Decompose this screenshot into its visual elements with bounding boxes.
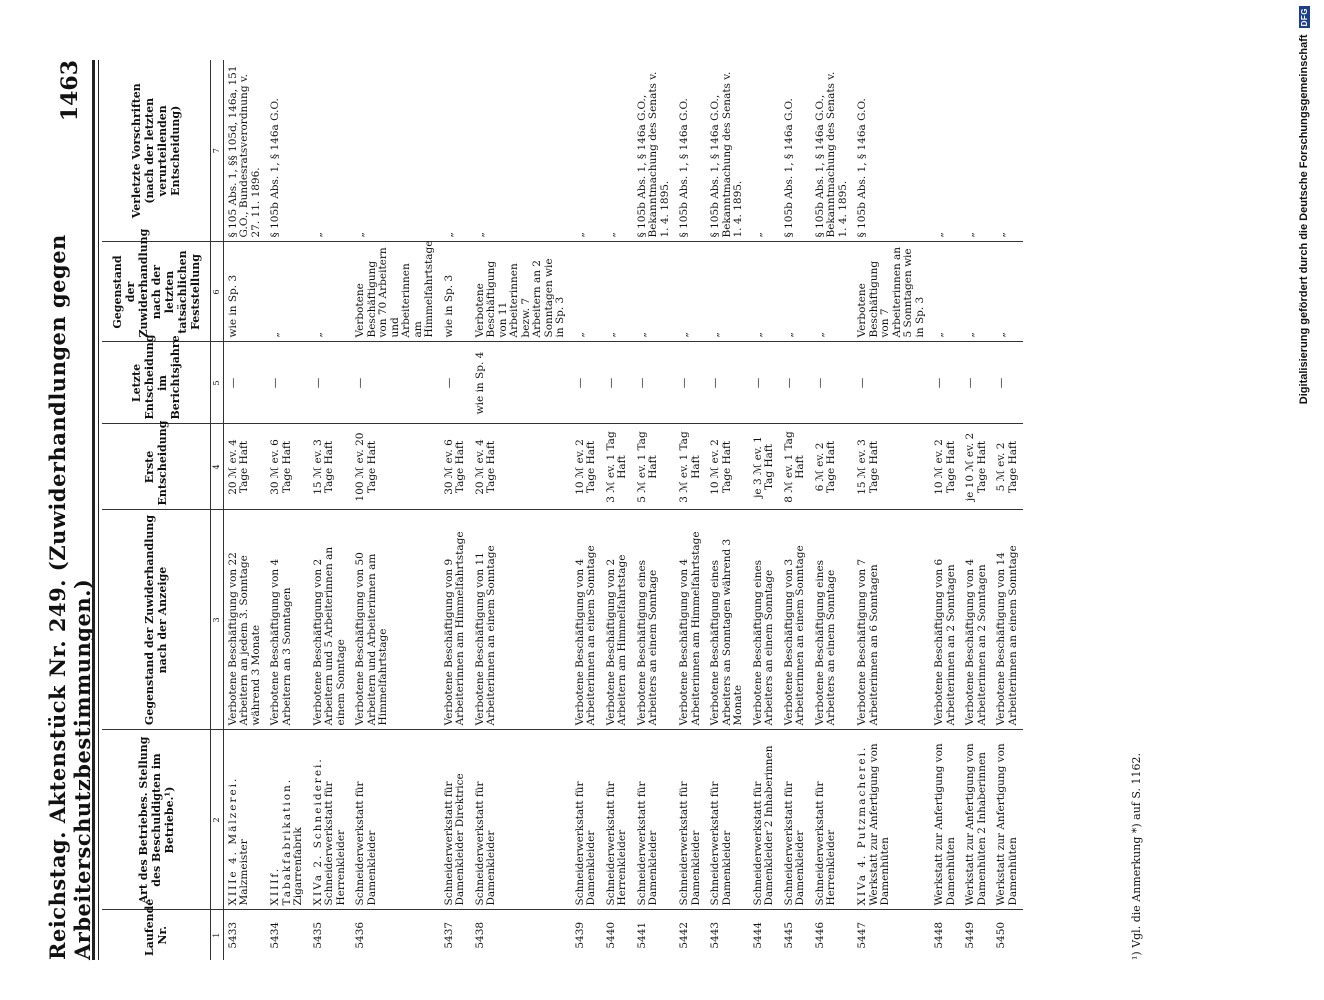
cell-feststellung: „ xyxy=(602,242,633,342)
cell-gegenstand: Verbotene Beschäftigung eines Arbeiters an einem Sonntage xyxy=(811,510,854,730)
cell-gegenstand: Verbotene Beschäftigung von 2 Arbeitern und 5 Arbeiterinnen an einem Sonntage xyxy=(309,510,352,730)
cell-feststellung: „ xyxy=(675,242,706,342)
cell-letzte-entscheidung: — xyxy=(853,342,930,424)
cell-betrieb: Schneiderwerkstatt für Damenkleider xyxy=(351,730,440,910)
cell-vorschriften: § 105 Abs. 1, §§ 105d, 146a, 151 G.O., Bundesratsverordnung v. 27. 11. 1896. xyxy=(226,65,262,238)
cell-laufende-nr: 5436 xyxy=(351,910,440,960)
cell-vorschriften: „ xyxy=(311,232,324,238)
cell-vorschriften: „ xyxy=(751,232,764,238)
header-erste-entscheidung: Erste Entscheidung xyxy=(102,424,211,510)
betrieb-text: Schneiderwerkstatt für Herrenkleider xyxy=(323,781,347,906)
table-row xyxy=(992,60,1023,960)
column-number: 1 xyxy=(211,910,224,960)
header-rule-thin xyxy=(98,60,99,960)
table-row xyxy=(471,60,571,960)
column-number: 7 xyxy=(211,60,224,242)
cell-laufende-nr: 5442 xyxy=(675,910,706,960)
cell-laufende-nr: 5449 xyxy=(961,910,992,960)
cell-feststellung: „ xyxy=(961,242,992,342)
cell-feststellung: Verbotene Beschäftigung von 7 Arbeiterinnen an 5 Sonntagen wie in Sp. 3 xyxy=(853,242,930,342)
table-row xyxy=(930,60,961,960)
table-row xyxy=(853,60,930,960)
betrieb-text: Malzmeister xyxy=(238,839,250,906)
cell-letzte-entscheidung: — xyxy=(675,342,706,424)
section-title: XIIIf. Tabakfabrikation. xyxy=(269,777,293,906)
cell-vorschriften: § 105b Abs. 1, § 146a G.O. xyxy=(678,98,690,238)
column-number: 6 xyxy=(211,242,224,342)
cell-laufende-nr: 5440 xyxy=(602,910,633,960)
table-row xyxy=(633,60,676,960)
cell-feststellung: „ xyxy=(266,242,309,342)
cell-letzte-entscheidung: — xyxy=(706,342,749,424)
cell-laufende-nr: 5441 xyxy=(633,910,676,960)
table-row xyxy=(351,60,440,960)
betrieb-text: Werkstatt zur Anfertigung von Damenhüten xyxy=(867,743,891,906)
cell-gegenstand: Verbotene Beschäftigung von 11 Arbeiterinnen an einem Sonntage xyxy=(471,510,571,730)
header-gegenstand-anzeige: Gegenstand der Zuwiderhandlung nach der Anzeige xyxy=(102,510,211,730)
cell-feststellung: „ xyxy=(309,242,352,342)
cell-betrieb: Schneiderwerkstatt für Herrenkleider xyxy=(602,730,633,910)
cell-letzte-entscheidung: — xyxy=(930,342,961,424)
section-title: XIVa 2. Schneiderei. xyxy=(311,757,324,906)
dfg-logo-icon: DFG xyxy=(1299,8,1309,27)
cell-letzte-entscheidung: — xyxy=(351,342,440,424)
cell-feststellung: Verbotene Beschäftigung von 11 Arbeiterinnen bezw. 7 Arbeitern an 2 Sonntagen wie in Sp. 3 xyxy=(471,242,571,342)
cell-betrieb: Schneiderwerkstatt für Herrenkleider xyxy=(811,730,854,910)
digitization-text: Digitalisierung gefördert durch die Deutsche Forschungsgemeinschaft xyxy=(1298,34,1310,405)
cell-erste-entscheidung: 6 ℳ ev. 2 Tage Haft xyxy=(811,424,854,510)
cell-laufende-nr: 5433 xyxy=(223,910,266,960)
page-title: Reichstag. Aktenstück Nr. 249. (Zuwiderhandlungen gegen Arbeiterschutzbestimmungen.) xyxy=(45,234,95,960)
header-art-des-betriebes: Art des Betriebes. Stellung des Beschuldigten im Betriebe.¹) xyxy=(102,730,211,910)
table-row xyxy=(309,60,352,960)
violations-table xyxy=(102,60,1023,960)
cell-laufende-nr: 5435 xyxy=(309,910,352,960)
cell-feststellung: „ xyxy=(811,242,854,342)
section-title: XIVa 4. Putzmacherei. xyxy=(856,745,868,906)
cell-gegenstand: Verbotene Beschäftigung eines Arbeiters an einem Sonntage xyxy=(749,510,780,730)
page-number: 1463 xyxy=(57,60,83,122)
cell-gegenstand: Verbotene Beschäftigung von 4 Arbeiterinnen an einem Sonntage xyxy=(571,510,602,730)
cell-erste-entscheidung: 3 ℳ ev. 1 Tag Haft xyxy=(675,424,706,510)
cell-gegenstand: Verbotene Beschäftigung von 14 Arbeiterinnen an einem Sonntage xyxy=(992,510,1023,730)
cell-erste-entscheidung: 8 ℳ ev. 1 Tag Haft xyxy=(780,424,811,510)
cell-feststellung: „ xyxy=(930,242,961,342)
cell-betrieb: Schneiderwerkstatt für Damenkleider xyxy=(471,730,571,910)
section-title: XIIIe 4. Mälzerei. xyxy=(226,776,239,906)
table-row xyxy=(675,60,706,960)
cell-erste-entscheidung: 10 ℳ ev. 2 Tage Haft xyxy=(571,424,602,510)
cell-vorschriften: „ xyxy=(573,232,586,238)
footnote: ¹) Vgl. die Anmerkung *) auf S. 1162. xyxy=(1130,753,1143,960)
cell-betrieb: Werkstatt zur Anfertigung von Damenhüten 2 Inhaberinnen xyxy=(961,730,992,910)
cell-laufende-nr: 5446 xyxy=(811,910,854,960)
cell-letzte-entscheidung: — xyxy=(749,342,780,424)
table-row xyxy=(571,60,602,960)
table-row xyxy=(602,60,633,960)
cell-erste-entscheidung: 10 ℳ ev. 2 Tage Haft xyxy=(930,424,961,510)
cell-erste-entscheidung: 15 ℳ ev. 3 Tage Haft xyxy=(309,424,352,510)
cell-vorschriften: „ xyxy=(604,232,617,238)
cell-erste-entscheidung: 100 ℳ ev. 20 Tage Haft xyxy=(351,424,440,510)
cell-letzte-entscheidung: — xyxy=(266,342,309,424)
table-row xyxy=(266,60,309,960)
cell-erste-entscheidung: 5 ℳ ev. 1 Tag Haft xyxy=(633,424,676,510)
cell-betrieb: Schneiderwerkstatt für Damenkleider Direktrice xyxy=(440,730,471,910)
cell-betrieb xyxy=(309,730,352,910)
header-rule xyxy=(92,60,95,960)
cell-betrieb: Schneiderwerkstatt für Damenkleider xyxy=(633,730,676,910)
cell-gegenstand: Verbotene Beschäftigung von 2 Arbeitern am Himmelfahrtstage xyxy=(602,510,633,730)
cell-feststellung: „ xyxy=(633,242,676,342)
cell-gegenstand: Verbotene Beschäftigung von 3 Arbeiterinnen an einem Sonntage xyxy=(780,510,811,730)
cell-betrieb: Schneiderwerkstatt für Damenkleider xyxy=(571,730,602,910)
cell-erste-entscheidung: 20 ℳ ev. 4 Tage Haft xyxy=(223,424,266,510)
cell-vorschriften: „ xyxy=(473,232,486,238)
cell-letzte-entscheidung: — xyxy=(571,342,602,424)
cell-laufende-nr: 5447 xyxy=(853,910,930,960)
cell-gegenstand: Verbotene Beschäftigung von 7 Arbeiterinnen an 6 Sonntagen xyxy=(853,510,930,730)
cell-vorschriften: „ xyxy=(933,232,945,238)
column-number: 2 xyxy=(211,730,224,910)
cell-vorschriften: § 105b Abs. 1, § 146a G.O., Bekanntmachung des Senats v. 1. 4. 1895. xyxy=(635,71,671,238)
cell-erste-entscheidung: 30 ℳ ev. 6 Tage Haft xyxy=(440,424,471,510)
cell-gegenstand: Verbotene Beschäftigung eines Arbeiters an Sonntagen während 3 Monate xyxy=(706,510,749,730)
cell-vorschriften: „ xyxy=(964,232,976,238)
column-number: 3 xyxy=(211,510,224,730)
cell-betrieb: Schneiderwerkstatt für Damenkleider xyxy=(675,730,706,910)
table-row xyxy=(749,60,780,960)
cell-betrieb: Schneiderwerkstatt für Damenkleider xyxy=(706,730,749,910)
cell-laufende-nr: 5439 xyxy=(571,910,602,960)
column-number-row xyxy=(211,60,224,960)
cell-letzte-entscheidung: — xyxy=(992,342,1023,424)
cell-erste-entscheidung: 20 ℳ ev. 4 Tage Haft xyxy=(471,424,571,510)
cell-laufende-nr: 5437 xyxy=(440,910,471,960)
digitization-note xyxy=(1292,6,1316,991)
table-row xyxy=(706,60,749,960)
cell-vorschriften: § 105b Abs. 1, § 146a G.O., Bekanntmachung des Senats v. 1. 4. 1895. xyxy=(813,71,849,238)
cell-vorschriften: § 105b Abs. 1, § 146a G.O. xyxy=(269,98,281,238)
cell-letzte-entscheidung: — xyxy=(223,342,266,424)
cell-laufende-nr: 5445 xyxy=(780,910,811,960)
cell-feststellung: „ xyxy=(780,242,811,342)
cell-gegenstand: Verbotene Beschäftigung eines Arbeiters an einem Sonntage xyxy=(633,510,676,730)
cell-gegenstand: Verbotene Beschäftigung von 22 Arbeitern an jedem 3. Sonntage während 3 Monate xyxy=(223,510,266,730)
cell-letzte-entscheidung: — xyxy=(309,342,352,424)
cell-feststellung: Verbotene Beschäftigung von 70 Arbeitern und Arbeiterinnen am Himmelfahrtstage xyxy=(351,242,440,342)
cell-erste-entscheidung: je 3 ℳ ev. 1 Tag Haft xyxy=(749,424,780,510)
header-gegenstand-feststellung: Gegenstand der Zuwiderhandlung nach der letzten tatsächlichen Feststellung xyxy=(102,242,211,342)
cell-letzte-entscheidung: — xyxy=(440,342,471,424)
cell-laufende-nr: 5438 xyxy=(471,910,571,960)
header-laufende-nr: Laufende Nr. xyxy=(102,910,211,960)
cell-gegenstand: Verbotene Beschäftigung von 9 Arbeiterinnen am Himmelfahrtstage xyxy=(440,510,471,730)
cell-letzte-entscheidung: wie in Sp. 4 xyxy=(471,342,571,424)
cell-feststellung: „ xyxy=(992,242,1023,342)
cell-feststellung: wie in Sp. 3 xyxy=(223,242,266,342)
cell-betrieb: Werkstatt zur Anfertigung von Damenhüten xyxy=(992,730,1023,910)
cell-letzte-entscheidung: — xyxy=(633,342,676,424)
cell-feststellung: „ xyxy=(749,242,780,342)
cell-letzte-entscheidung: — xyxy=(780,342,811,424)
cell-letzte-entscheidung: — xyxy=(602,342,633,424)
table-row xyxy=(780,60,811,960)
cell-betrieb: Schneiderwerkstatt für Damenkleider xyxy=(780,730,811,910)
cell-laufende-nr: 5444 xyxy=(749,910,780,960)
cell-laufende-nr: 5443 xyxy=(706,910,749,960)
header-verletzte-vorschriften: Verletzte Vorschriften (nach der letzten verurteilenden Entscheidung) xyxy=(130,83,182,219)
cell-erste-entscheidung: 10 ℳ ev. 2 Tage Haft xyxy=(706,424,749,510)
cell-betrieb xyxy=(853,730,930,910)
table-row xyxy=(223,60,266,960)
cell-vorschriften: „ xyxy=(354,232,366,238)
cell-laufende-nr: 5448 xyxy=(930,910,961,960)
cell-vorschriften: „ xyxy=(442,232,455,238)
cell-betrieb xyxy=(266,730,309,910)
cell-gegenstand: Verbotene Beschäftigung von 4 Arbeiterinnen am Himmelfahrtstage xyxy=(675,510,706,730)
cell-erste-entscheidung: 5 ℳ ev. 2 Tage Haft xyxy=(992,424,1023,510)
cell-betrieb: Werkstatt zur Anfertigung von Damenhüten xyxy=(930,730,961,910)
cell-letzte-entscheidung: — xyxy=(961,342,992,424)
rotated-page-content xyxy=(45,60,1180,960)
cell-erste-entscheidung: 15 ℳ ev. 3 Tage Haft xyxy=(853,424,930,510)
betrieb-text: Zigarrenfabrik xyxy=(292,827,304,906)
cell-laufende-nr: 5450 xyxy=(992,910,1023,960)
table-row xyxy=(961,60,992,960)
header-letzte-entscheidung: Letzte Entscheidung im Berichtsjahre xyxy=(102,342,211,424)
cell-laufende-nr: 5434 xyxy=(266,910,309,960)
cell-gegenstand: Verbotene Beschäftigung von 6 Arbeiterinnen an 2 Sonntagen xyxy=(930,510,961,730)
cell-gegenstand: Verbotene Beschäftigung von 4 Arbeitern an 3 Sonntagen xyxy=(266,510,309,730)
cell-feststellung: wie in Sp. 3 xyxy=(440,242,471,342)
cell-erste-entscheidung: 3 ℳ ev. 1 Tag Haft xyxy=(602,424,633,510)
cell-feststellung: „ xyxy=(571,242,602,342)
table-row xyxy=(811,60,854,960)
cell-erste-entscheidung: 30 ℳ ev. 6 Tage Haft xyxy=(266,424,309,510)
table-body xyxy=(223,60,1023,960)
cell-gegenstand: Verbotene Beschäftigung von 4 Arbeiterinnen an 2 Sonntagen xyxy=(961,510,992,730)
cell-betrieb: Schneiderwerkstatt für Damenkleider 2 Inhaberinnen xyxy=(749,730,780,910)
column-number: 4 xyxy=(211,424,224,510)
cell-vorschriften: § 105b Abs. 1, § 146a G.O. xyxy=(782,98,795,238)
cell-vorschriften: § 105b Abs. 1, § 146a G.O., Bekanntmachung des Senats v. 1. 4. 1895. xyxy=(709,71,744,238)
cell-gegenstand: Verbotene Beschäftigung von 50 Arbeitern und Arbeiterinnen am Himmelfahrtstage xyxy=(351,510,440,730)
table-row xyxy=(440,60,471,960)
page-header xyxy=(45,60,95,960)
cell-erste-entscheidung: je 10 ℳ ev. 2 Tage Haft xyxy=(961,424,992,510)
cell-vorschriften: „ xyxy=(995,232,1007,238)
cell-letzte-entscheidung: — xyxy=(811,342,854,424)
cell-betrieb xyxy=(223,730,266,910)
column-number: 5 xyxy=(211,342,224,424)
cell-vorschriften: § 105b Abs. 1, § 146a G.O. xyxy=(856,98,868,238)
table-header-row xyxy=(102,60,211,960)
cell-feststellung: „ xyxy=(706,242,749,342)
